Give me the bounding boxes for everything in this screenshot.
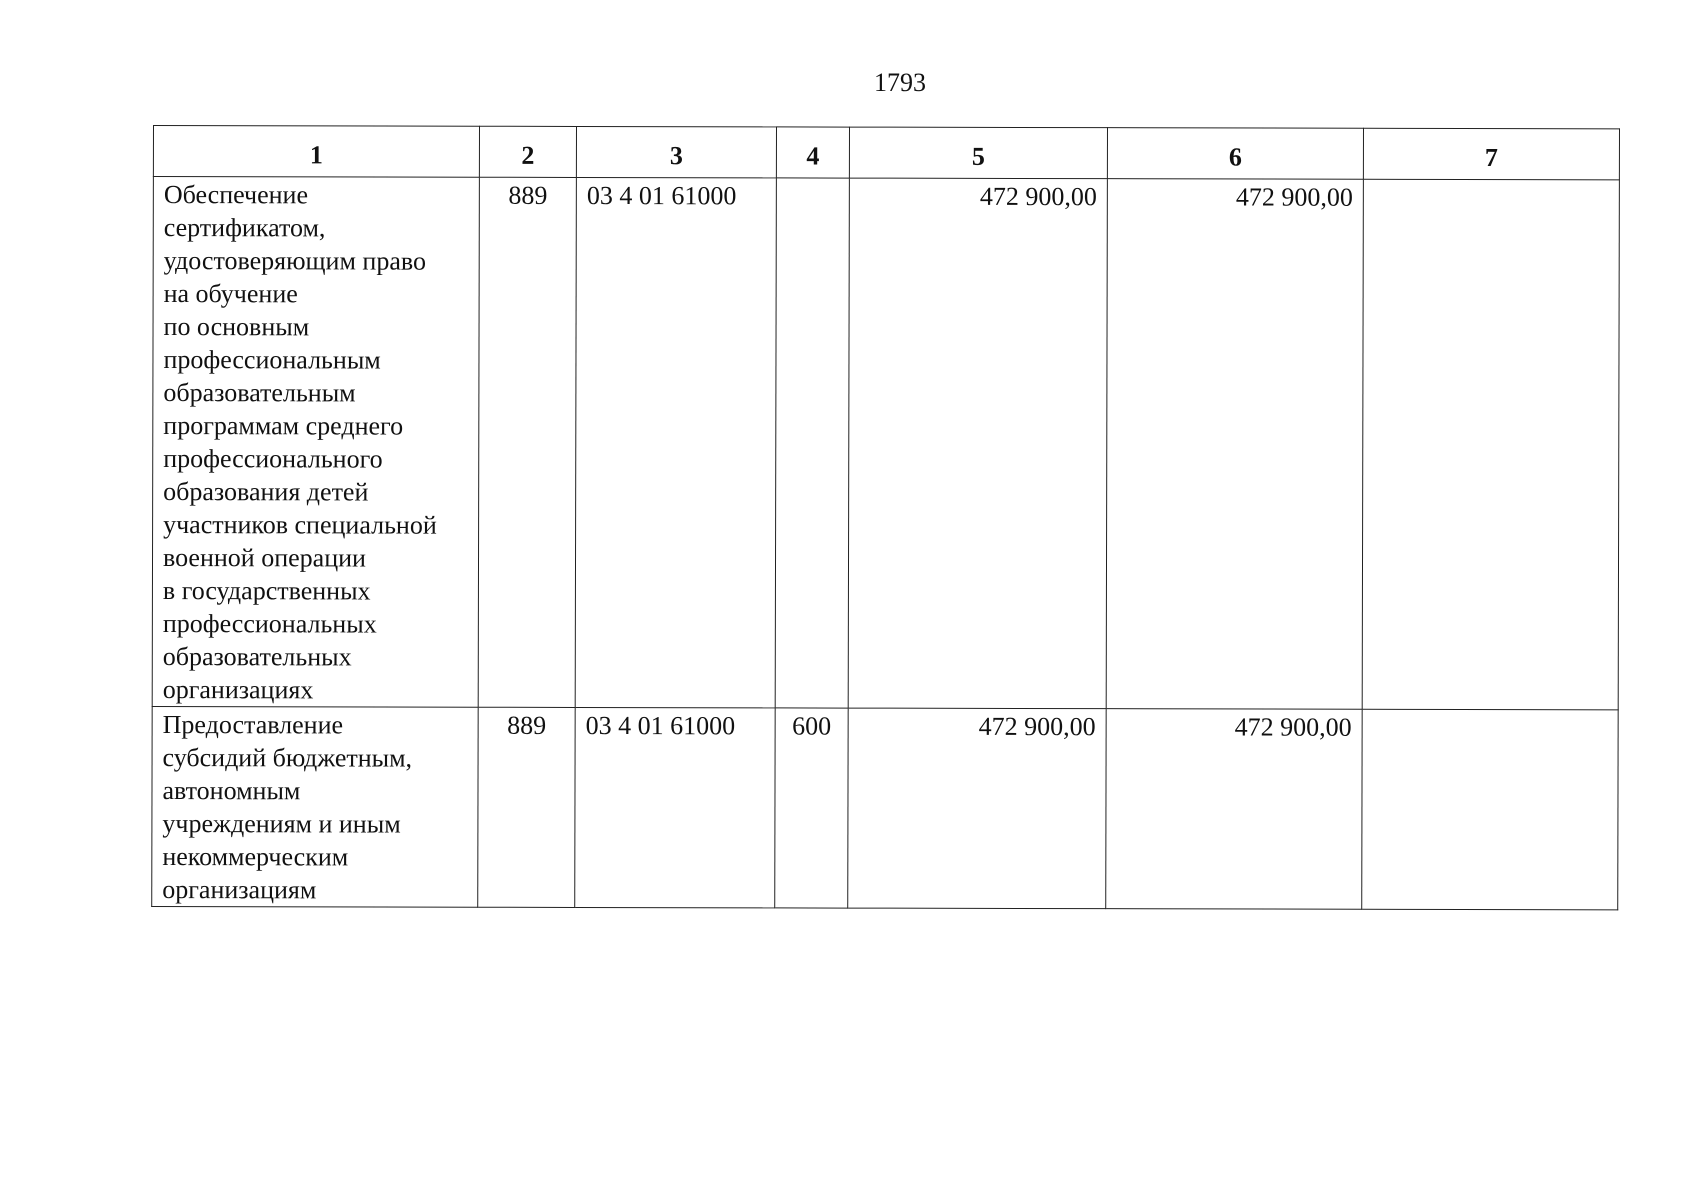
budget-table bbox=[151, 125, 1620, 910]
row-name-cell: Обеспечение сертификатом, удостоверяющим право на обучение по основным профессиональным образовательным программам среднего профессионального образования детей участников специальной военной операции в государственных профессиональных образовательных организациях bbox=[152, 177, 479, 708]
row-name-cell: Предоставление субсидий бюджетным, автономным учреждениям и иным некоммерческим организациям bbox=[152, 706, 478, 907]
column-header-3: 3 bbox=[576, 126, 776, 177]
amount-cell-7 bbox=[1362, 709, 1618, 910]
table-row bbox=[152, 706, 1618, 909]
table-header-row bbox=[153, 126, 1619, 180]
column-header-4: 4 bbox=[776, 127, 849, 178]
column-header-6: 6 bbox=[1107, 128, 1363, 180]
column-header-1: 1 bbox=[153, 126, 479, 178]
expense-type-cell bbox=[775, 178, 849, 708]
target-article-cell: 03 4 01 61000 bbox=[575, 707, 775, 907]
amount-cell-5: 472 900,00 bbox=[848, 178, 1107, 709]
admin-code-cell: 889 bbox=[478, 707, 575, 907]
amount-cell-7 bbox=[1362, 179, 1619, 710]
page-number: 1793 bbox=[874, 68, 926, 97]
admin-code-cell: 889 bbox=[478, 177, 576, 707]
column-header-2: 2 bbox=[479, 126, 576, 177]
table-row bbox=[152, 177, 1619, 710]
column-header-7: 7 bbox=[1363, 128, 1619, 180]
expense-type-cell: 600 bbox=[775, 708, 848, 908]
amount-cell-5: 472 900,00 bbox=[848, 708, 1106, 909]
column-header-5: 5 bbox=[849, 127, 1107, 179]
amount-cell-6: 472 900,00 bbox=[1106, 179, 1363, 710]
amount-cell-6: 472 900,00 bbox=[1106, 709, 1362, 910]
target-article-cell: 03 4 01 61000 bbox=[575, 177, 776, 707]
